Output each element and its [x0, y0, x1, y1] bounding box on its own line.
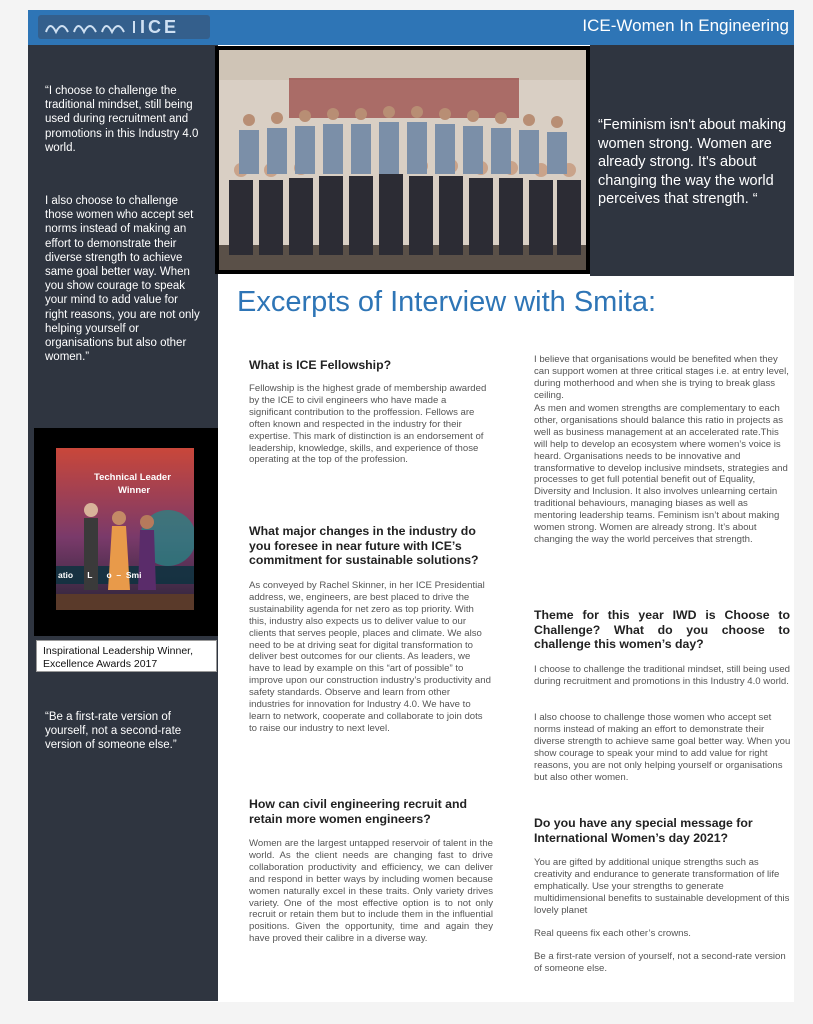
sidebar-quote-3: “Be a first-rate version of yourself, not a second-rate version of someone else.” — [45, 711, 182, 752]
answer-iwd-theme-1: I choose to challenge the traditional mindset, still being used during recruitment and promotions in this Industry 4.0 world. — [534, 664, 790, 687]
award-banner-top: Technical Leader — [94, 472, 171, 483]
page-headline: Excerpts of Interview with Smita: — [237, 286, 657, 318]
award-banner-mid: Winner — [118, 485, 151, 496]
award-photo — [56, 448, 194, 610]
question-special-message: Do you have any special message for International Women’s day 2021? — [534, 816, 753, 845]
question-recruit-women: How can civil engineering recruit and retain more women engineers? — [249, 797, 467, 826]
question-iwd-theme: Theme for this year IWD is Choose to Challenge? What do you choose to challenge this women’s day? — [534, 608, 790, 652]
question-fellowship: What is ICE Fellowship? — [249, 358, 392, 372]
logo-wordmark: ICE — [140, 17, 180, 37]
group-photo — [219, 50, 586, 270]
organisations-paragraph-2: As men and women strengths are complementary to each other, organisations should balance this ratio in projects as well as business management at an accelerated rate.This will help to develop an ecosystem where women’s voice is heard. Organisations needs to be innovative and transformative to develop inclusive mindsets, strategies and processes to get full potential benefit out of Equality, Diversity and Inclusion. It also involves unlearning certain traditional behaviours, managing biases as well as mentoring leadership teams. Feminism isn’t about making women strong. Women are already strong. It’s about changing the way the world perceives that strength. — [534, 403, 788, 545]
feminism-quote: “Feminism isn't about making women strong. Women are already strong. It's about changing the way the world perceives that strength. “ — [598, 117, 787, 207]
answer-special-message-2: Real queens fix each other’s crowns. — [534, 928, 691, 939]
ice-logo-icon — [42, 18, 206, 36]
answer-fellowship: Fellowship is the highest grade of membership awarded by the ICE to civil engineers who have made a significant contribution to the proffession. Fellows are often known and respected in the industry for their expertise. This mark of distinction is an endorsement of leadership, knowledge, skills, and experience of those operating at the top of the profession. — [249, 383, 487, 466]
ice-logo — [38, 15, 210, 39]
answer-industry-changes: As conveyed by Rachel Skinner, in her ICE Presidential address, we, engineers, are best placed to drive the sustainability agenda for net zero as top priority. With this, industry also expects us to deliver value to our clients that serves people, places and climate. We also need to be at driving seat for digital transformation to deliver best outcomes for our clients. As leaders, we have to lead by example on this “art of possible” to improve upon our construction industry’s productivity and safety standards. Observe and learn from other industries for innovation for Industry 4.0. We have to learn to network, cooperate and collaborate to join dots to raise our industry to next level. — [249, 580, 491, 734]
answer-special-message-1: You are gifted by additional unique strengths such as creativity and endurance to generate transformation of life emphatically. Use your strengths to generate multidimensional benefits to sustainable development of this lovely planet — [534, 857, 790, 916]
sidebar-quote-1: “I choose to challenge the traditional mindset, still being used during recruitment and promotions in this Industry 4.0 world. — [45, 85, 199, 154]
group-photo-image — [219, 50, 586, 270]
question-industry-changes: What major changes in the industry do you foresee in near future with ICE’s commitment for sustainable solutions? — [249, 524, 479, 568]
publication-title: ICE-Women In Engineering — [582, 16, 789, 35]
answer-iwd-theme-2: I also choose to challenge those women who accept set norms instead of making an effort to demonstrate their diverse strength to achieve same goal better way. When you show courage to speak your mind to add value for right reasons, you are not only helping yourself or organisations but also other women. — [534, 712, 791, 783]
organisations-paragraph-1: I believe that organisations would be benefited when they can support women at three critical stages i.e. at entry level, during motherhood and when she is trying to break glass ceiling. — [534, 354, 789, 401]
answer-special-message-3: Be a first-rate version of yourself, not a second-rate version of someone else. — [534, 951, 786, 974]
award-caption: Inspirational Leadership Winner, Excellence Awards 2017 — [36, 640, 217, 672]
award-banner-bottom: atio L o – Smi — [58, 570, 142, 580]
answer-recruit-women: Women are the largest untapped reservoir of talent in the world. As the client needs are changing fast to drive collaboration productivity and efficiency, we can deliver and respond in better ways by including women because women naturally excel in these traits. Only variety drives variety. One of the most effective option is to not only recruit or retain them but to include them in the influential positions. Given the opportunity, time and again they have proved their calibre in a diverse way. — [249, 838, 493, 945]
sidebar-quote-2: I also choose to challenge those women who accept set norms instead of making an effort to demonstrate their diverse strength to achieve same goal better way. When you show courage to speak your mind to add value for right reasons, you are not only helping yourself or organisations but also other women.” — [45, 195, 200, 364]
